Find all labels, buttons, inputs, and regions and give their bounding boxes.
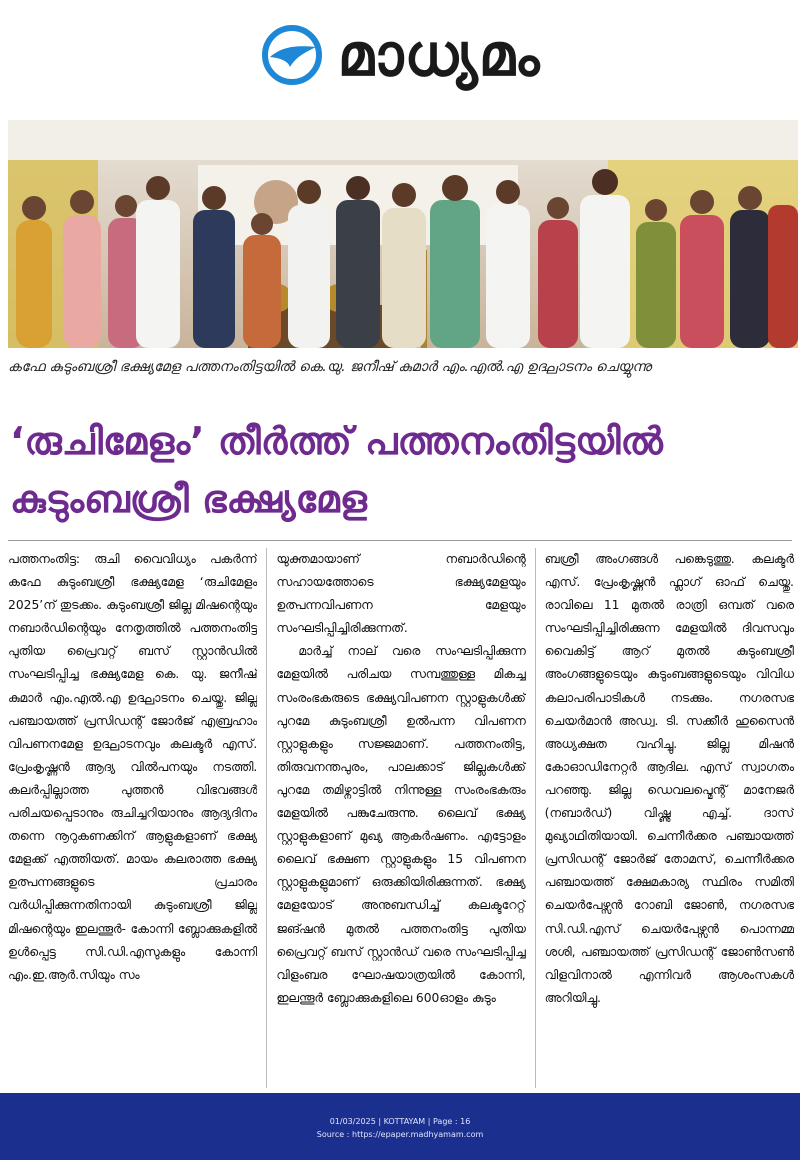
column-2-paragraph-2: മാർച്ച് നാല് വരെ സംഘടിപ്പിക്കുന്ന മേളയിൽ പരിചയ സമ്പത്തുള്ള മികച്ച സംരംഭകരുടെ ഭക്ഷ്യവിപണന സ്റ്റാളുകൾക്ക് പുറമേ കുടുംബശ്രീ ഉൽപന്ന വിപണന സ്റ്റാളുകളും സജ്ജമാണ്. പത്തനംതിട്ട, തിരുവനന്തപുരം, പാലക്കാട് ജില്ലകൾക്ക് പുറമേ തമിഴ്നാട്ടിൽ നിന്നുള്ള സംരംഭകരും മേളയിൽ പങ്കുചേരുന്നു. ലൈവ് ഭക്ഷ്യ സ്റ്റാളുകളാണ് മുഖ്യ ആകർഷണം. എട്ടോളം ലൈവ് ഭക്ഷണ സ്റ്റാളുകളും 15 വിപണന സ്റ്റാളുകളുമാണ് ഒരുക്കിയിരിക്കുന്നത്. ഭക്ഷ്യ മേളയോട് അനുബന്ധിച്ച് കലക്ടറേറ്റ് ജങ്ഷൻ മുതൽ പത്തനംതിട്ട പുതിയ പ്രൈവറ്റ് ബസ് സ്റ്റാൻഡ് വരെ സംഘടിപ്പിച്ച വിളംബര ഘോഷയാത്രയിൽ കോന്നി, ഇലന്തൂർ ബ്ലോക്കുകളിലെ 600ഓളം കുടും: [276, 644, 526, 1005]
headline-divider: [8, 540, 792, 541]
event-photo: [8, 120, 798, 348]
column-divider: [266, 548, 267, 1088]
masthead: [0, 0, 800, 110]
epaper-footer: [0, 1093, 800, 1160]
photo-caption: കഫേ കുടുംബശ്രീ ഭക്ഷ്യമേള പത്തനംതിട്ടയിൽ കെ.യു. ജനീഷ് കുമാർ എം.എൽ.എ ഉദ്ഘാടനം ചെയ്യുന്നു: [8, 359, 652, 375]
footer-source-link[interactable]: Source : https://epaper.madhyamam.com: [316, 1130, 484, 1139]
event-photo-illustration: [8, 120, 798, 348]
article-column-3: [545, 548, 794, 1088]
footer-date-edition: 01/03/2025 | KOTTAYAM | Page : 16: [329, 1117, 471, 1126]
article-column-2: [276, 548, 525, 1088]
newspaper-title: മാധ്യമം: [337, 21, 541, 89]
headline: [10, 412, 794, 528]
column-1-paragraph-1: പത്തനംതിട്ട: രുചി വൈവിധ്യം പകർന്ന് കഫേ കുടുംബശ്രീ ഭക്ഷ്യമേള ‘രുചിമേളം 2025’ന് തുടക്കം. കുടുംബശ്രീ ജില്ല മിഷന്റെയും നബാർഡിന്റെയും നേതൃത്തിൽ പത്തനംതിട്ട പുതിയ പ്രൈവറ്റ് ബസ് സ്റ്റാൻഡിൽ സംഘടിപ്പിച്ച ഭക്ഷ്യമേള കെ. യു. ജനീഷ് കുമാർ എം.എൽ.എ ഉദ്ഘാടനം ചെയ്തു. ജില്ല പഞ്ചായത്ത് പ്രസിഡന്റ് ജോർജ് എബ്രഹാം വിപണനമേള ഉദ്ഘാടനവും കലക്ടർ എസ്. പ്രേംകൃഷ്ണൻ ആദ്യ വിൽപനയും നടത്തി. കലർപ്പില്ലാത്ത പുത്തൻ വിഭവങ്ങൾ പരിചയപ്പെടാനും രുചിച്ചറിയാനും ആദ്യദിനം തന്നെ നൂറുകണക്കിന് ആളുകളാണ് ഭക്ഷ്യ മേളക്ക് എത്തിയത്. മായം കലരാത്ത ഭക്ഷ്യ ഉത്പന്നങ്ങളുടെ പ്രചാരം വർധിപ്പിക്കുന്നതിനായി കുടുംബശ്രീ ജില്ല മിഷന്റെയും ഇലന്തൂർ- കോന്നി ബ്ലോക്കുകളിൽ ഉൾപ്പെട്ട സി.ഡി.എസുകളും കോന്നി എം.ഇ.ആർ.സിയും സം: [8, 552, 258, 982]
headline-line-1: ‘രുചിമേളം’ തീർത്ത് പത്തനംതിട്ടയിൽ: [10, 419, 663, 463]
column-3-paragraph-1: ബശ്രീ അംഗങ്ങൾ പങ്കെടുത്തു. കലക്ടർ എസ്. പ്രേംകൃഷ്ണൻ ഫ്ലാഗ് ഓഫ് ചെയ്തു. രാവിലെ 11 മുതൽ രാത്രി ഒമ്പത് വരെ സംഘടിപ്പിച്ചിരിക്കുന്ന മേളയിൽ ദിവസവും വൈകിട്ട് ആറ് മുതൽ കുടുംബശ്രീ അംഗങ്ങളുടെയും കുടുംബങ്ങളുടെയും വിവിധ കലാപരിപാടികൾ നടക്കും. നഗരസഭ ചെയർമാൻ അഡ്വ. ടി. സക്കീർ ഹുസൈൻ അധ്യക്ഷത വഹിച്ചു. ജില്ല മിഷൻ കോഓഡിനേറ്റർ ആദില. എസ് സ്വാഗതം പറഞ്ഞു. ജില്ല ഡെവലപ്മെന്റ് മാനേജർ (നബാർഡ്) വിഷ്ണു എച്ച്. ദാസ് മുഖ്യാഥിതിയായി. ചെന്നീർക്കര പഞ്ചായത്ത് പ്രസിഡന്റ് ജോർജ് തോമസ്, ചെന്നീർക്കര പഞ്ചായത്ത് ക്ഷേമകാര്യ സ്ഥിരം സമിതി ചെയർപേഴ്സൻ റോബി ജോൺ, നഗരസഭ സി.ഡി.എസ് ചെയർപേഴ്സൻ പൊന്നമ്മ ശശി, പഞ്ചായത്ത് പ്രസിഡന്റ് ജോൺസൺ വിളവിനാൽ എന്നിവർ ആശംസകൾ അറിയിച്ചു.: [544, 552, 794, 1005]
bird-globe-icon: [260, 23, 324, 87]
article-body: [8, 548, 794, 1088]
column-2-paragraph-1: യുക്തമായാണ് നബാർഡിന്റെ സഹായത്തോടെ ഭക്ഷ്യമേളയും ഉത്പന്നവിപണന മേളയും സംഘടിപ്പിച്ചിരിക്കുന്നത്.: [276, 552, 526, 636]
headline-line-2: കുടുംബശ്രീ ഭക്ഷ്യമേള: [10, 477, 367, 521]
article-column-1: [8, 548, 257, 1088]
column-divider: [535, 548, 536, 1088]
